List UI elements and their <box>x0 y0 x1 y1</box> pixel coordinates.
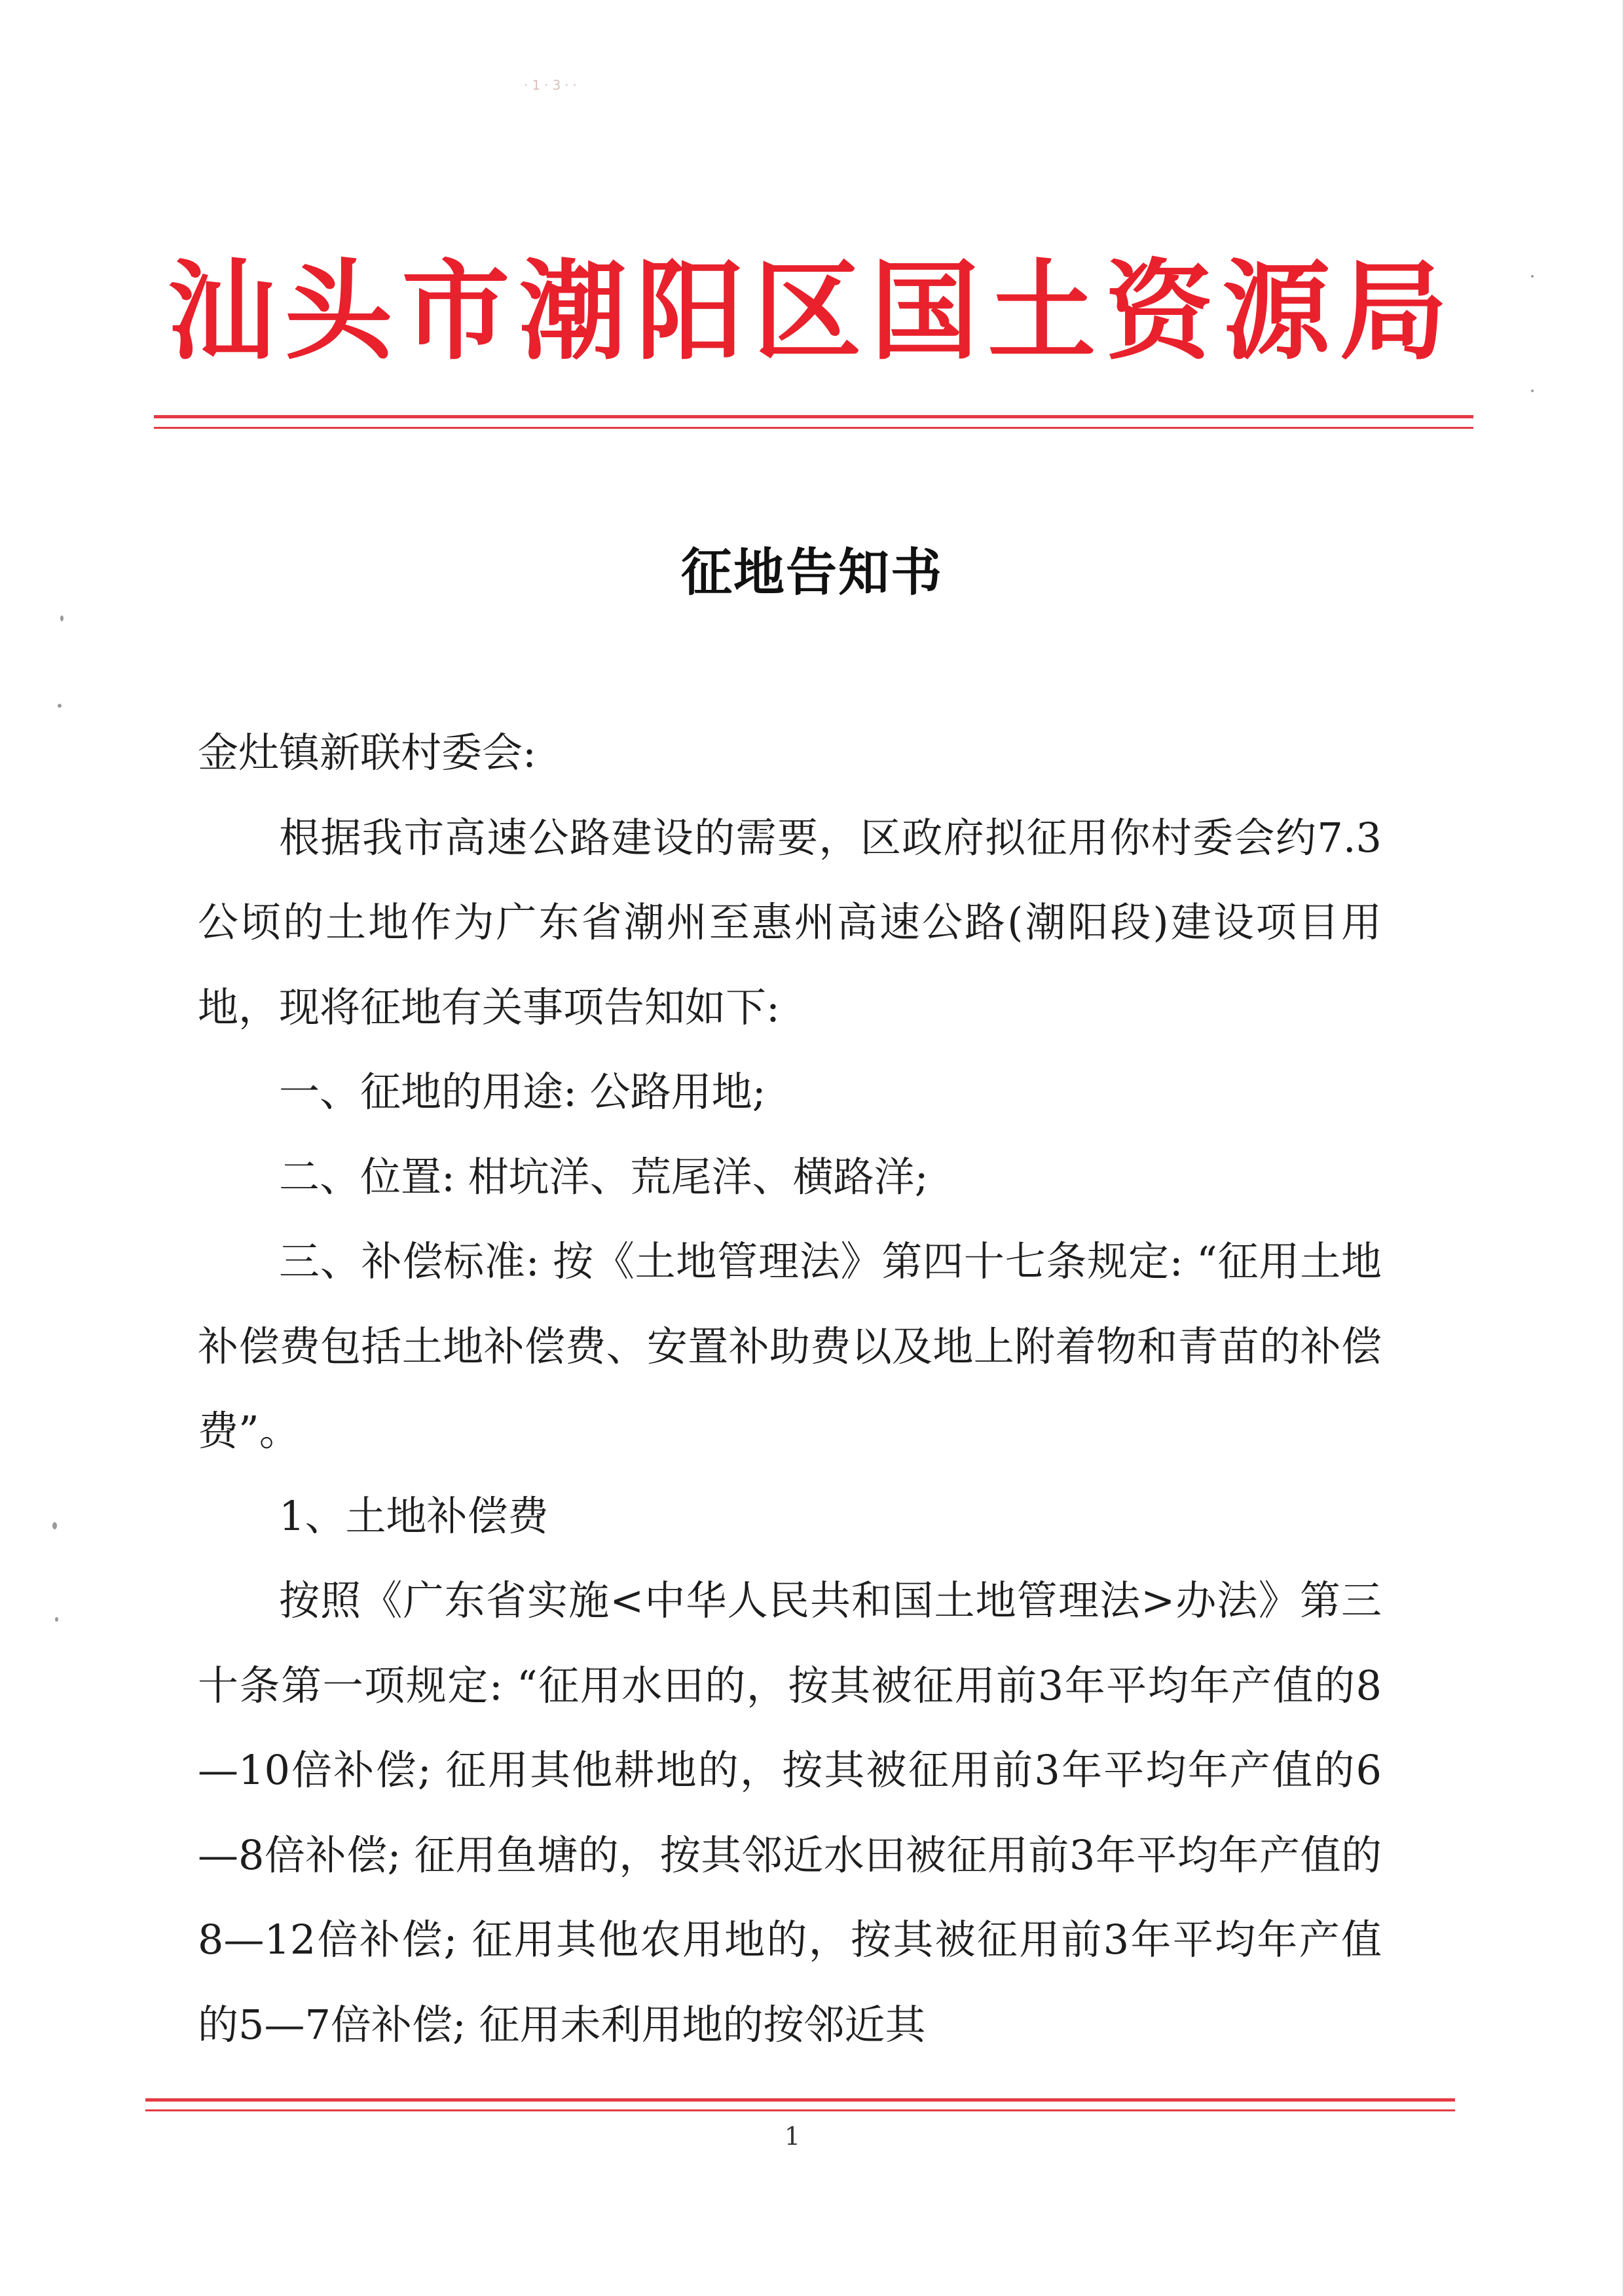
paragraph-intro: 根据我市高速公路建设的需要，区政府拟征用你村委会约7.3公顷的土地作为广东省潮州至惠州高速公路(潮阳段)建设项目用地，现将征地有关事项告知如下: <box>198 813 1382 1031</box>
header-rule-top <box>154 415 1473 418</box>
paragraph-purpose: 一、征地的用途: 公路用地; <box>279 1068 766 1116</box>
document-body <box>198 710 1382 2067</box>
paragraph-location: 二、位置: 柑坑洋、荒尾洋、横路洋; <box>279 1152 929 1201</box>
paragraph-provincial-regulation: 按照《广东省实施<中华人民共和国土地管理法>办法》第三十条第一项规定: “征用水田的，按其被征用前3年平均年产值的8—10倍补偿; 征用其他耕地的，按其被征用前3年平均年产值的6—8倍补偿; 征用鱼塘的，按其邻近水田被征用前3年平均年产值的8—12倍补偿; 征用其他农用地的，按其被征用前3年平均年产值的5—7倍补偿; 征用未利用地的按邻近其 <box>198 1576 1382 2049</box>
recipient-line: 金灶镇新联村委会: <box>198 729 536 776</box>
scan-speck <box>58 704 62 708</box>
scan-speck <box>1531 275 1534 278</box>
header-rule-bottom <box>154 427 1473 429</box>
agency-letterhead: 汕头市潮阳区国土资源局 <box>167 247 1457 374</box>
scan-speck <box>55 1617 58 1622</box>
scan-speck <box>1531 390 1534 392</box>
page-number: 1 <box>784 2122 801 2151</box>
scan-speck <box>52 1522 57 1529</box>
footer-rule-top <box>145 2098 1455 2102</box>
footer-rule-bottom <box>145 2109 1455 2111</box>
scan-speck <box>60 615 64 621</box>
paragraph-land-compensation-heading: 1、土地补偿费 <box>279 1491 549 1540</box>
document-title: 征地告知书 <box>680 543 943 602</box>
scan-stamp-mark: ·1·3·· <box>524 77 581 93</box>
paragraph-compensation-standard: 三、补偿标准: 按《土地管理法》第四十七条规定: “征用土地补偿费包括土地补偿费、安置补助费以及地上附着物和青苗的补偿费”。 <box>198 1237 1382 1455</box>
